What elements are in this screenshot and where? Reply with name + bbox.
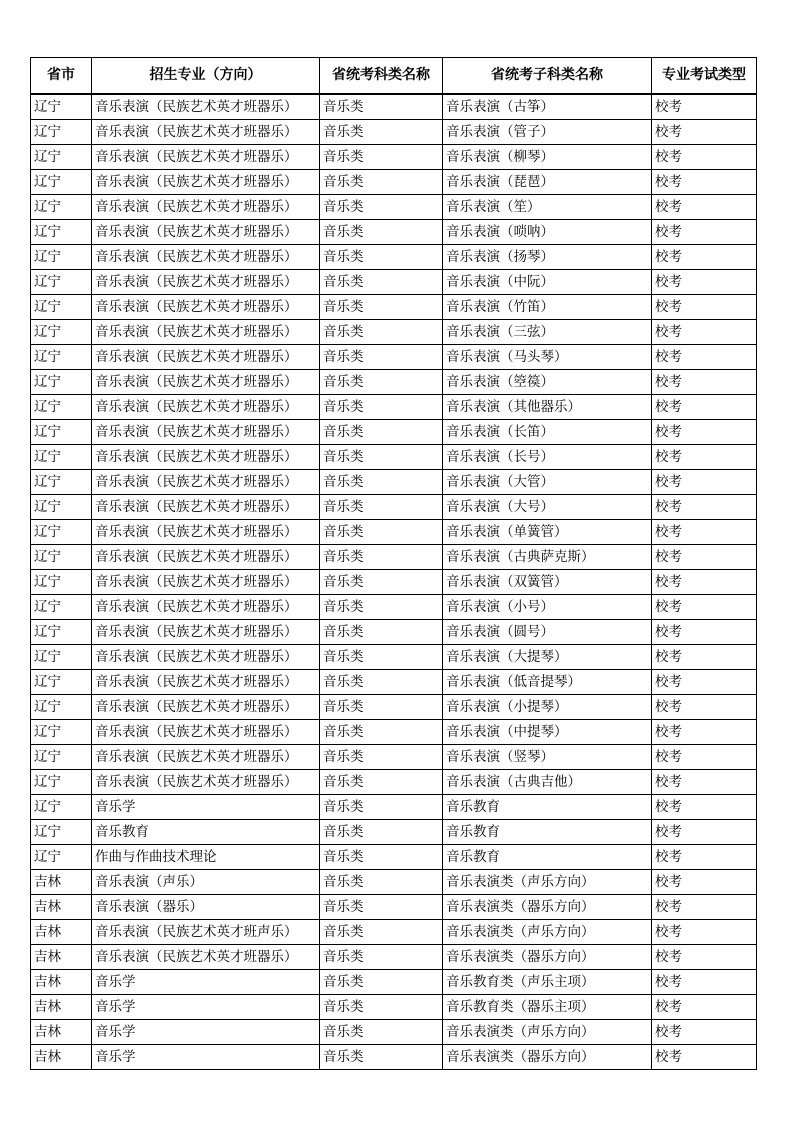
cell-exam-type: 校考 — [652, 195, 757, 220]
cell-exam-type: 校考 — [652, 495, 757, 520]
header-exam-subcategory: 省统考子科类名称 — [443, 58, 652, 95]
cell-exam-type: 校考 — [652, 120, 757, 145]
cell-exam-subcategory: 音乐表演（古典萨克斯） — [443, 545, 652, 570]
admissions-table-sheet — [30, 57, 756, 1070]
table-header-row — [31, 58, 757, 95]
cell-exam-subcategory: 音乐表演类（声乐方向） — [443, 870, 652, 895]
cell-major: 作曲与作曲技术理论 — [92, 845, 320, 870]
cell-major: 音乐表演（民族艺术英才班器乐） — [92, 770, 320, 795]
cell-major: 音乐学 — [92, 995, 320, 1020]
table-row — [31, 270, 757, 295]
cell-major: 音乐表演（民族艺术英才班器乐） — [92, 295, 320, 320]
cell-exam-subcategory: 音乐表演（柳琴） — [443, 145, 652, 170]
cell-exam-type: 校考 — [652, 94, 757, 120]
table-row — [31, 470, 757, 495]
cell-exam-subcategory: 音乐表演（古典吉他） — [443, 770, 652, 795]
cell-major: 音乐表演（民族艺术英才班器乐） — [92, 570, 320, 595]
cell-exam-subcategory: 音乐表演类（器乐方向） — [443, 1045, 652, 1070]
cell-exam-type: 校考 — [652, 470, 757, 495]
cell-exam-subcategory: 音乐表演（箜篌） — [443, 370, 652, 395]
cell-exam-category: 音乐类 — [320, 945, 443, 970]
cell-exam-category: 音乐类 — [320, 695, 443, 720]
cell-province: 辽宁 — [31, 645, 92, 670]
cell-exam-category: 音乐类 — [320, 545, 443, 570]
cell-exam-type: 校考 — [652, 345, 757, 370]
cell-exam-type: 校考 — [652, 570, 757, 595]
cell-exam-subcategory: 音乐表演（双簧管） — [443, 570, 652, 595]
table-row — [31, 395, 757, 420]
cell-province: 辽宁 — [31, 195, 92, 220]
cell-province: 辽宁 — [31, 220, 92, 245]
cell-province: 辽宁 — [31, 795, 92, 820]
cell-exam-category: 音乐类 — [320, 420, 443, 445]
cell-exam-category: 音乐类 — [320, 520, 443, 545]
cell-major: 音乐表演（民族艺术英才班器乐） — [92, 695, 320, 720]
cell-exam-type: 校考 — [652, 695, 757, 720]
cell-exam-type: 校考 — [652, 820, 757, 845]
cell-exam-type: 校考 — [652, 670, 757, 695]
cell-major: 音乐教育 — [92, 820, 320, 845]
cell-exam-subcategory: 音乐表演类（器乐方向） — [443, 945, 652, 970]
cell-exam-type: 校考 — [652, 295, 757, 320]
table-row — [31, 495, 757, 520]
cell-exam-type: 校考 — [652, 945, 757, 970]
cell-exam-subcategory: 音乐表演类（声乐方向） — [443, 1020, 652, 1045]
table-body — [31, 94, 757, 1070]
table-row — [31, 970, 757, 995]
cell-major: 音乐学 — [92, 1020, 320, 1045]
cell-major: 音乐表演（民族艺术英才班器乐） — [92, 94, 320, 120]
cell-major: 音乐表演（民族艺术英才班器乐） — [92, 320, 320, 345]
cell-exam-type: 校考 — [652, 320, 757, 345]
cell-major: 音乐表演（民族艺术英才班器乐） — [92, 270, 320, 295]
cell-exam-type: 校考 — [652, 595, 757, 620]
cell-exam-category: 音乐类 — [320, 320, 443, 345]
cell-exam-category: 音乐类 — [320, 570, 443, 595]
table-row — [31, 795, 757, 820]
cell-major: 音乐表演（声乐） — [92, 870, 320, 895]
cell-exam-subcategory: 音乐表演（大号） — [443, 495, 652, 520]
table-row — [31, 920, 757, 945]
cell-exam-subcategory: 音乐表演（扬琴） — [443, 245, 652, 270]
cell-exam-subcategory: 音乐表演（中阮） — [443, 270, 652, 295]
cell-major: 音乐表演（民族艺术英才班器乐） — [92, 745, 320, 770]
cell-province: 辽宁 — [31, 545, 92, 570]
cell-major: 音乐表演（民族艺术英才班器乐） — [92, 470, 320, 495]
cell-exam-subcategory: 音乐教育 — [443, 845, 652, 870]
cell-province: 辽宁 — [31, 295, 92, 320]
cell-exam-type: 校考 — [652, 220, 757, 245]
cell-exam-type: 校考 — [652, 620, 757, 645]
cell-exam-type: 校考 — [652, 520, 757, 545]
cell-exam-category: 音乐类 — [320, 895, 443, 920]
cell-province: 吉林 — [31, 870, 92, 895]
cell-exam-subcategory: 音乐教育 — [443, 820, 652, 845]
cell-province: 辽宁 — [31, 520, 92, 545]
table-row — [31, 870, 757, 895]
cell-exam-type: 校考 — [652, 870, 757, 895]
cell-major: 音乐表演（民族艺术英才班器乐） — [92, 245, 320, 270]
cell-major: 音乐学 — [92, 795, 320, 820]
cell-province: 辽宁 — [31, 145, 92, 170]
cell-province: 辽宁 — [31, 845, 92, 870]
cell-exam-type: 校考 — [652, 370, 757, 395]
cell-exam-subcategory: 音乐表演类（器乐方向） — [443, 895, 652, 920]
table-row — [31, 1045, 757, 1070]
cell-exam-type: 校考 — [652, 845, 757, 870]
cell-province: 辽宁 — [31, 120, 92, 145]
header-major: 招生专业（方向） — [92, 58, 320, 95]
table-row — [31, 220, 757, 245]
cell-major: 音乐表演（民族艺术英才班器乐） — [92, 220, 320, 245]
cell-exam-category: 音乐类 — [320, 645, 443, 670]
cell-exam-type: 校考 — [652, 420, 757, 445]
table-row — [31, 945, 757, 970]
table-row — [31, 320, 757, 345]
table-row — [31, 820, 757, 845]
cell-province: 吉林 — [31, 1045, 92, 1070]
cell-exam-subcategory: 音乐表演（马头琴） — [443, 345, 652, 370]
table-row — [31, 195, 757, 220]
cell-major: 音乐表演（民族艺术英才班器乐） — [92, 145, 320, 170]
table-row — [31, 545, 757, 570]
cell-exam-subcategory: 音乐表演（长笛） — [443, 420, 652, 445]
cell-exam-type: 校考 — [652, 995, 757, 1020]
cell-major: 音乐学 — [92, 970, 320, 995]
cell-exam-subcategory: 音乐表演（中提琴） — [443, 720, 652, 745]
cell-exam-subcategory: 音乐表演（三弦） — [443, 320, 652, 345]
cell-exam-type: 校考 — [652, 970, 757, 995]
cell-exam-subcategory: 音乐表演（小号） — [443, 595, 652, 620]
cell-exam-subcategory: 音乐教育类（声乐主项） — [443, 970, 652, 995]
cell-province: 吉林 — [31, 1020, 92, 1045]
table-row — [31, 620, 757, 645]
cell-exam-category: 音乐类 — [320, 345, 443, 370]
header-exam-type: 专业考试类型 — [652, 58, 757, 95]
cell-exam-type: 校考 — [652, 145, 757, 170]
cell-exam-type: 校考 — [652, 245, 757, 270]
cell-exam-category: 音乐类 — [320, 395, 443, 420]
cell-exam-category: 音乐类 — [320, 245, 443, 270]
cell-exam-category: 音乐类 — [320, 920, 443, 945]
cell-major: 音乐表演（民族艺术英才班器乐） — [92, 370, 320, 395]
cell-major: 音乐表演（民族艺术英才班器乐） — [92, 670, 320, 695]
cell-exam-category: 音乐类 — [320, 470, 443, 495]
cell-exam-category: 音乐类 — [320, 120, 443, 145]
cell-exam-category: 音乐类 — [320, 295, 443, 320]
table-row — [31, 995, 757, 1020]
cell-major: 音乐表演（民族艺术英才班器乐） — [92, 345, 320, 370]
cell-province: 辽宁 — [31, 595, 92, 620]
cell-exam-category: 音乐类 — [320, 220, 443, 245]
cell-province: 辽宁 — [31, 94, 92, 120]
cell-province: 辽宁 — [31, 370, 92, 395]
cell-exam-category: 音乐类 — [320, 1020, 443, 1045]
cell-major: 音乐表演（民族艺术英才班器乐） — [92, 195, 320, 220]
cell-exam-category: 音乐类 — [320, 445, 443, 470]
cell-exam-type: 校考 — [652, 170, 757, 195]
cell-exam-subcategory: 音乐表演（竖琴） — [443, 745, 652, 770]
cell-exam-type: 校考 — [652, 895, 757, 920]
cell-major: 音乐表演（民族艺术英才班器乐） — [92, 545, 320, 570]
cell-province: 辽宁 — [31, 770, 92, 795]
cell-exam-subcategory: 音乐表演（琵琶） — [443, 170, 652, 195]
cell-major: 音乐表演（民族艺术英才班器乐） — [92, 520, 320, 545]
cell-province: 吉林 — [31, 920, 92, 945]
cell-province: 吉林 — [31, 995, 92, 1020]
table-row — [31, 570, 757, 595]
cell-exam-category: 音乐类 — [320, 145, 443, 170]
cell-major: 音乐表演（民族艺术英才班器乐） — [92, 395, 320, 420]
table-row — [31, 520, 757, 545]
table-row — [31, 345, 757, 370]
table-row — [31, 445, 757, 470]
cell-province: 辽宁 — [31, 270, 92, 295]
cell-exam-category: 音乐类 — [320, 720, 443, 745]
cell-exam-subcategory: 音乐表演（竹笛） — [443, 295, 652, 320]
cell-major: 音乐表演（民族艺术英才班器乐） — [92, 445, 320, 470]
table-row — [31, 695, 757, 720]
cell-exam-category: 音乐类 — [320, 995, 443, 1020]
cell-exam-category: 音乐类 — [320, 745, 443, 770]
cell-province: 吉林 — [31, 945, 92, 970]
table-row — [31, 595, 757, 620]
cell-exam-category: 音乐类 — [320, 495, 443, 520]
cell-exam-category: 音乐类 — [320, 970, 443, 995]
cell-province: 辽宁 — [31, 695, 92, 720]
cell-exam-subcategory: 音乐表演（大管） — [443, 470, 652, 495]
table-row — [31, 845, 757, 870]
cell-exam-category: 音乐类 — [320, 670, 443, 695]
table-row — [31, 745, 757, 770]
cell-major: 音乐学 — [92, 1045, 320, 1070]
cell-exam-subcategory: 音乐表演（圆号） — [443, 620, 652, 645]
admissions-table — [30, 57, 757, 1070]
cell-major: 音乐表演（民族艺术英才班器乐） — [92, 420, 320, 445]
cell-exam-category: 音乐类 — [320, 1045, 443, 1070]
cell-exam-subcategory: 音乐表演（长号） — [443, 445, 652, 470]
table-row — [31, 770, 757, 795]
cell-major: 音乐表演（器乐） — [92, 895, 320, 920]
table-row — [31, 720, 757, 745]
cell-exam-type: 校考 — [652, 1045, 757, 1070]
cell-major: 音乐表演（民族艺术英才班器乐） — [92, 595, 320, 620]
table-row — [31, 420, 757, 445]
cell-major: 音乐表演（民族艺术英才班器乐） — [92, 645, 320, 670]
cell-exam-subcategory: 音乐表演（单簧管） — [443, 520, 652, 545]
cell-exam-category: 音乐类 — [320, 370, 443, 395]
cell-province: 辽宁 — [31, 245, 92, 270]
cell-province: 辽宁 — [31, 395, 92, 420]
table-row — [31, 145, 757, 170]
cell-exam-type: 校考 — [652, 795, 757, 820]
table-row — [31, 170, 757, 195]
cell-exam-type: 校考 — [652, 395, 757, 420]
cell-exam-type: 校考 — [652, 720, 757, 745]
cell-exam-category: 音乐类 — [320, 820, 443, 845]
cell-exam-subcategory: 音乐表演类（声乐方向） — [443, 920, 652, 945]
cell-exam-subcategory: 音乐表演（唢呐） — [443, 220, 652, 245]
cell-exam-subcategory: 音乐教育类（器乐主项） — [443, 995, 652, 1020]
cell-major: 音乐表演（民族艺术英才班器乐） — [92, 720, 320, 745]
cell-province: 辽宁 — [31, 345, 92, 370]
cell-province: 辽宁 — [31, 570, 92, 595]
cell-exam-subcategory: 音乐表演（大提琴） — [443, 645, 652, 670]
cell-exam-category: 音乐类 — [320, 595, 443, 620]
cell-province: 辽宁 — [31, 670, 92, 695]
cell-exam-category: 音乐类 — [320, 270, 443, 295]
cell-exam-category: 音乐类 — [320, 620, 443, 645]
cell-major: 音乐表演（民族艺术英才班器乐） — [92, 620, 320, 645]
cell-exam-subcategory: 音乐表演（管子） — [443, 120, 652, 145]
table-row — [31, 120, 757, 145]
cell-province: 辽宁 — [31, 445, 92, 470]
cell-province: 吉林 — [31, 970, 92, 995]
table-row — [31, 895, 757, 920]
cell-exam-category: 音乐类 — [320, 870, 443, 895]
cell-exam-type: 校考 — [652, 770, 757, 795]
cell-exam-subcategory: 音乐表演（小提琴） — [443, 695, 652, 720]
cell-exam-category: 音乐类 — [320, 195, 443, 220]
cell-exam-subcategory: 音乐表演（古筝） — [443, 94, 652, 120]
cell-province: 辽宁 — [31, 720, 92, 745]
cell-exam-subcategory: 音乐表演（其他器乐） — [443, 395, 652, 420]
cell-exam-subcategory: 音乐教育 — [443, 795, 652, 820]
cell-exam-category: 音乐类 — [320, 170, 443, 195]
table-row — [31, 295, 757, 320]
cell-major: 音乐表演（民族艺术英才班器乐） — [92, 120, 320, 145]
header-province: 省市 — [31, 58, 92, 95]
table-row — [31, 1020, 757, 1045]
cell-province: 辽宁 — [31, 620, 92, 645]
cell-exam-type: 校考 — [652, 645, 757, 670]
cell-exam-category: 音乐类 — [320, 770, 443, 795]
table-row — [31, 370, 757, 395]
cell-province: 辽宁 — [31, 170, 92, 195]
cell-exam-type: 校考 — [652, 270, 757, 295]
cell-exam-type: 校考 — [652, 445, 757, 470]
cell-exam-type: 校考 — [652, 920, 757, 945]
cell-province: 辽宁 — [31, 320, 92, 345]
table-row — [31, 670, 757, 695]
cell-exam-type: 校考 — [652, 745, 757, 770]
cell-exam-type: 校考 — [652, 545, 757, 570]
cell-major: 音乐表演（民族艺术英才班声乐） — [92, 920, 320, 945]
cell-exam-subcategory: 音乐表演（低音提琴） — [443, 670, 652, 695]
cell-exam-category: 音乐类 — [320, 94, 443, 120]
cell-exam-category: 音乐类 — [320, 845, 443, 870]
cell-province: 辽宁 — [31, 495, 92, 520]
cell-major: 音乐表演（民族艺术英才班器乐） — [92, 170, 320, 195]
table-row — [31, 94, 757, 120]
table-row — [31, 645, 757, 670]
cell-major: 音乐表演（民族艺术英才班器乐） — [92, 495, 320, 520]
header-exam-category: 省统考科类名称 — [320, 58, 443, 95]
cell-province: 辽宁 — [31, 420, 92, 445]
cell-major: 音乐表演（民族艺术英才班器乐） — [92, 945, 320, 970]
cell-province: 辽宁 — [31, 820, 92, 845]
cell-province: 辽宁 — [31, 470, 92, 495]
table-row — [31, 245, 757, 270]
cell-exam-subcategory: 音乐表演（笙） — [443, 195, 652, 220]
cell-exam-type: 校考 — [652, 1020, 757, 1045]
cell-exam-category: 音乐类 — [320, 795, 443, 820]
cell-province: 辽宁 — [31, 745, 92, 770]
cell-province: 吉林 — [31, 895, 92, 920]
